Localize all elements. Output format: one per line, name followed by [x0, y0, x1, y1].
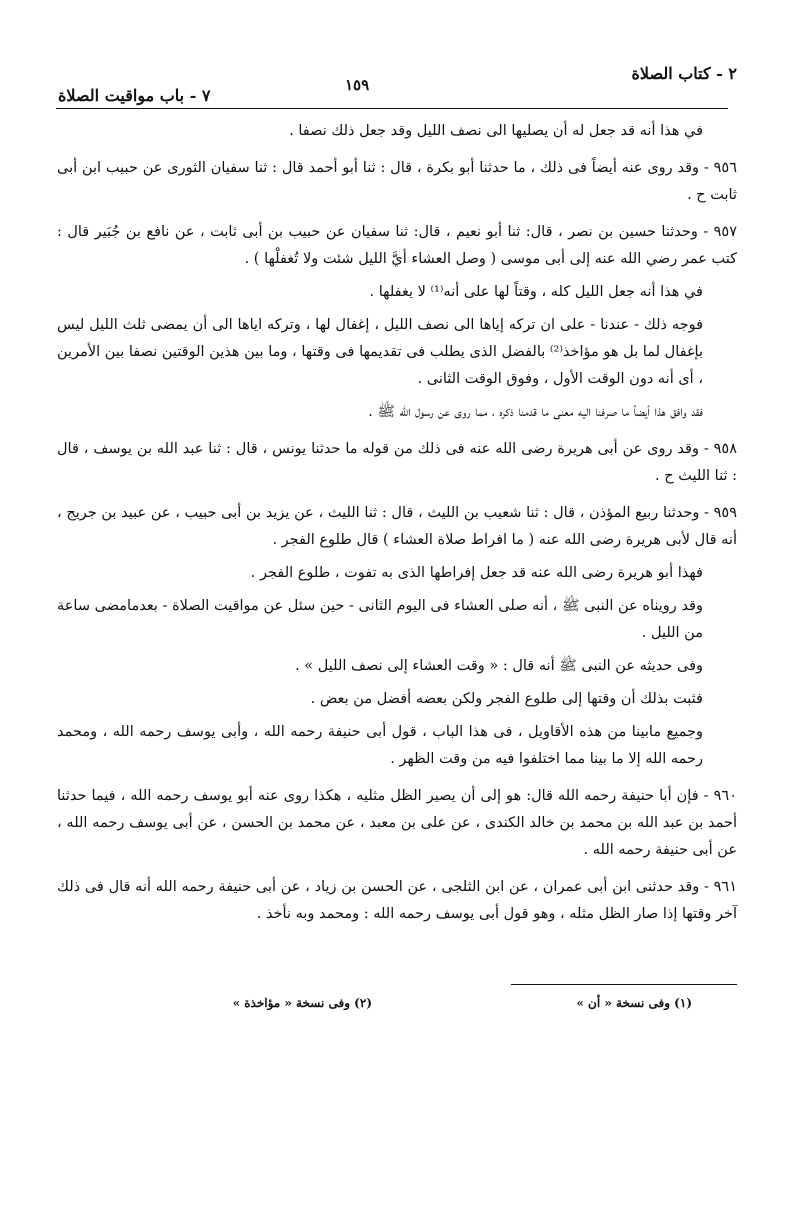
hadith-961: ٩٦١ - وقد حدثنى ابن أبى عمران ، عن ابن الثلجى ، عن الحسن بن زياد ، عن أبى حنيفة رحمه الله أنه قال فى ذلك آخر وقتها إذا صار الظل مثله ، وهو قول أبى يوسف رحمه الله : ومحمد وبه نأخذ .	[57, 879, 737, 922]
paragraph-0: في هذا أنه قد جعل له أن يصليها الى نصف الليل وقد جعل ذلك نصفا .	[289, 123, 703, 139]
paragraph-5: فقد وافق هذا أيضاً ما صرفنا اليه معنى ما قدمنا ذكره ، مما روى عن رسول الله ﷺ .	[368, 404, 703, 420]
paragraph-8: فهذا أبو هريرة رضى الله عنه قد جعل إفراطها الذى به تفوت ، طلوع الفجر .	[250, 565, 703, 581]
chapter-title: ٢ - كتاب الصلاة	[631, 64, 737, 83]
hadith-957: ٩٥٧ - وحدثنا حسين بن نصر ، قال: ثنا أبو نعيم ، قال: ثنا سفيان عن حبيب بن أبى ثابت ، عن نافع بن جُبَير قال : كتب عمر رضي الله عنه إلى أبى موسى ( وصل العشاء أيَّ الليل شئت ولا تُغفلْها ) .	[57, 224, 737, 267]
body-text	[57, 118, 737, 934]
paragraph-12: وجميع مابينا من هذه الأقاويل ، فى هذا الباب ، قول أبى حنيفة رحمه الله ، وأبى يوسف رحمه الله ، ومحمد رحمه الله إلا ما بينا مما اختلفوا فيه من وقت الظهر .	[57, 724, 703, 767]
header-rule	[56, 108, 728, 109]
footnote-2: (٢) وفى نسخة « مؤاخذة »	[232, 996, 372, 1010]
footnote-rule	[511, 984, 737, 985]
page-number: ١٥٩	[345, 76, 370, 94]
paragraph-3: في هذا أنه جعل الليل كله ، وقتاً لها على أنه⁽¹⁾ لا يغفلها .	[369, 284, 703, 300]
paragraph-10: وفى حديثه عن النبى ﷺ أنه قال : « وقت العشاء إلى نصف الليل » .	[295, 658, 703, 674]
footnote-1: (١) وفى نسخة « أن »	[576, 996, 692, 1010]
hadith-959: ٩٥٩ - وحدثنا ربيع المؤذن ، قال : ثنا شعيب بن الليث ، قال : ثنا الليث ، عن يزيد بن أبى حبيب ، عن عبيد بن جريج ، أنه قال لأبى هريرة رضى الله عنه ( ما افراط صلاة العشاء ) قال طلوع الفجر .	[57, 505, 737, 548]
paragraph-11: فثبت بذلك أن وقتها إلى طلوع الفجر ولكن بعضه أفضل من بعض .	[310, 691, 703, 707]
hadith-958: ٩٥٨ - وقد روى عن أبى هريرة رضى الله عنه فى ذلك من قوله ما حدثنا يونس ، قال : ثنا عبد الله بن يوسف ، قال : ثنا الليث ح .	[57, 441, 737, 484]
hadith-960: ٩٦٠ - فإن أبا حنيفة رحمه الله قال: هو إلى أن يصير الظل مثليه ، هكذا روى عنه أبو يوسف رحمه الله ، فيما حدثنا أحمد بن عبد الله بن محمد بن خالد الكندى ، عن على بن معبد ، عن محمد بن الحسن ، عن أبى يوسف رحمه الله ، عن أبى حنيفة رحمه الله .	[57, 788, 738, 858]
hadith-956: ٩٥٦ - وقد روى عنه أيضاً فى ذلك ، ما حدثنا أبو بكرة ، قال : ثنا أبو أحمد قال : ثنا سفيان الثورى عن حبيب ابن أبى ثابت ح .	[57, 160, 737, 203]
paragraph-9: وقد رويناه عن النبى ﷺ ، أنه صلى العشاء فى اليوم الثانى - حين سئل عن مواقيت الصلاة - بعدمامضى ساعة من الليل .	[57, 598, 703, 641]
paragraph-4: فوجه ذلك - عندنا - على ان تركه إياها الى نصف الليل ، إغفال لها ، وتركه اياها الى أن يمضى ثلث الليل ليس بإغفال لما بل هو مؤاخذ⁽²⁾ بالفضل الذى يطلب فى تقديمها فى وقتها ، وما بين هذين الوقتين نصفا بين الأمرين ، أى أنه دون الوقت الأول ، وفوق الوقت الثانى .	[57, 317, 703, 387]
section-title: ٧ - باب مواقيت الصلاة	[58, 86, 211, 105]
